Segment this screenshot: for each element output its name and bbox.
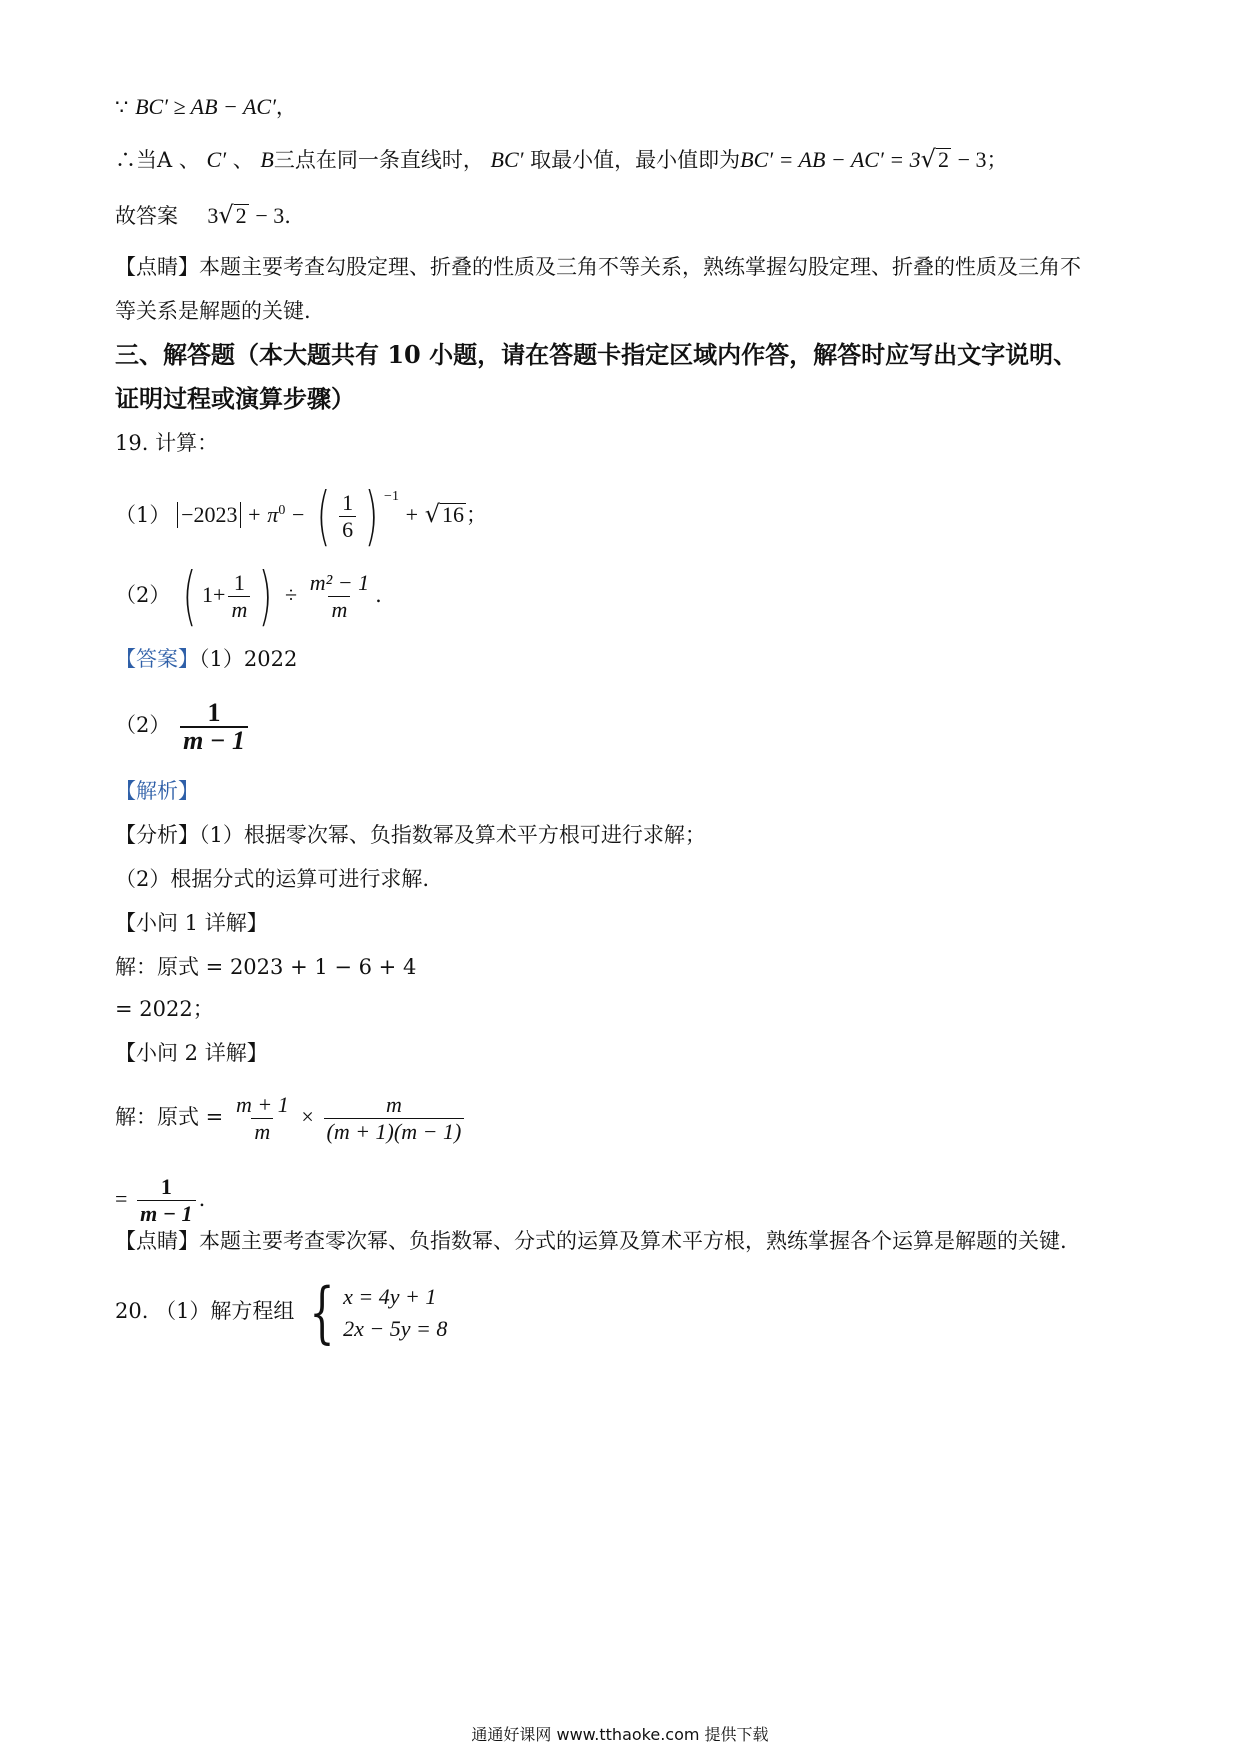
therefore-text: ∴当A 、 bbox=[115, 148, 200, 172]
sub1-title: 【小问 1 详解】 bbox=[115, 911, 268, 935]
sub2-line-1 bbox=[115, 1082, 467, 1152]
fraction-m-over-product bbox=[324, 1092, 465, 1145]
period: . bbox=[198, 1187, 206, 1211]
sub2-prefix: 解：原式 = bbox=[115, 1105, 224, 1129]
fraction-one-over-m bbox=[228, 570, 250, 623]
semicolon: ； bbox=[466, 503, 488, 527]
equation-system bbox=[343, 1281, 447, 1345]
analysis-1: 【分析】（1）根据零次幂、负指数幂及算术平方根可进行求解； bbox=[115, 823, 706, 847]
segment-bc-prime: BC′ bbox=[490, 147, 524, 172]
comment-line-1: 【点睛】本题主要考查勾股定理、折叠的性质及三角不等关系，熟练掌握勾股定理、折叠的性质及三角不 bbox=[115, 255, 1081, 279]
line-therefore bbox=[115, 144, 1008, 175]
frac-den: m bbox=[228, 596, 250, 623]
neg-exponent: −1 bbox=[384, 489, 399, 504]
sub1-line-2: = 2022； bbox=[115, 997, 214, 1021]
min-equation: BC′ = AB − AC′ = 3 bbox=[740, 147, 921, 172]
minus-sign: − bbox=[292, 502, 305, 527]
fraction-m-plus-1-over-m bbox=[233, 1092, 292, 1145]
frac-num: 1 bbox=[160, 1174, 172, 1199]
divide-sign: ÷ bbox=[285, 582, 298, 607]
radical-icon: √ bbox=[920, 145, 936, 173]
sqrt-value: 2 bbox=[937, 147, 949, 172]
pi-exponent: 0 bbox=[278, 503, 286, 518]
frac-den: m − 1 bbox=[180, 726, 248, 754]
min-text: 取最小值，最小值即为 bbox=[530, 148, 741, 172]
line-answer bbox=[115, 200, 291, 231]
plus-sign: + bbox=[248, 502, 261, 527]
frac-num: m² − 1 bbox=[309, 570, 370, 595]
q19-part2 bbox=[115, 559, 382, 634]
q20-title: 20. （1）解方程组 bbox=[115, 1299, 295, 1323]
comma: ， bbox=[275, 95, 297, 119]
answer-line-1 bbox=[115, 644, 297, 674]
frac-num: m bbox=[385, 1092, 402, 1117]
equation-tail: − 3 bbox=[957, 147, 987, 172]
left-brace-icon: { bbox=[309, 1273, 335, 1351]
inequality: BC′ ≥ AB − AC′ bbox=[135, 94, 276, 119]
answer-sqrt: 2 bbox=[235, 203, 247, 228]
answer-tag: 【答案】 bbox=[115, 647, 199, 671]
answer-line-2 bbox=[115, 690, 251, 760]
right-paren-icon: ) bbox=[258, 559, 273, 634]
sqrt-sixteen: 16 bbox=[442, 502, 465, 527]
comment-line-2: 等关系是解题的关键. bbox=[115, 299, 311, 323]
equals-sign: = bbox=[115, 1186, 128, 1211]
sub2-line-2 bbox=[115, 1164, 205, 1234]
since-symbol: ∵ bbox=[115, 95, 129, 119]
point-b: B bbox=[260, 147, 274, 172]
analysis-2: （2）根据分式的运算可进行求解. bbox=[115, 867, 430, 891]
radical-icon: √ bbox=[424, 500, 441, 528]
result-fraction bbox=[137, 1174, 195, 1227]
page-footer: 通通好课网 www.tthaoke.com 提供下载 bbox=[471, 1725, 769, 1744]
q19-part1 bbox=[115, 476, 488, 554]
sub2-title: 【小问 2 详解】 bbox=[115, 1041, 268, 1065]
section-heading-1: 三、解答题（本大题共有 10 小题，请在答题卡指定区域内作答，解答时应写出文字说明、 bbox=[115, 340, 1078, 369]
answer-text: 故答案 bbox=[115, 204, 178, 228]
frac-num: m + 1 bbox=[235, 1092, 289, 1117]
frac-den: m − 1 bbox=[137, 1200, 195, 1227]
q20-line bbox=[115, 1273, 448, 1351]
equation-1: x = 4y + 1 bbox=[343, 1283, 437, 1309]
plus-sign-2: + bbox=[405, 502, 419, 527]
fraction-one-sixth bbox=[339, 490, 356, 543]
frac-den: m bbox=[251, 1118, 273, 1145]
frac-num: 1 bbox=[342, 490, 354, 515]
left-paren-icon: ( bbox=[182, 559, 197, 634]
answer-tail: − 3 bbox=[255, 203, 285, 228]
one-plus: 1+ bbox=[202, 582, 226, 607]
sub1-line-1: 解：原式 = 2023 + 1 − 6 + 4 bbox=[115, 955, 417, 979]
frac-den: 6 bbox=[339, 516, 356, 543]
equation-2: 2x − 5y = 8 bbox=[343, 1315, 448, 1341]
comment-q19: 【点睛】本题主要考查零次幂、负指数幂、分式的运算及算术平方根，熟练掌握各个运算是解题的关键. bbox=[115, 1229, 1067, 1253]
frac-num: 1 bbox=[233, 570, 245, 595]
frac-den: m bbox=[328, 596, 350, 623]
right-paren-icon: ) bbox=[364, 479, 379, 554]
period: . bbox=[284, 204, 291, 228]
line-since bbox=[115, 92, 297, 122]
frac-num: 1 bbox=[207, 697, 221, 727]
answer-2-fraction bbox=[180, 697, 248, 755]
abs-value: −2023 bbox=[177, 502, 241, 528]
semicolon: ； bbox=[986, 148, 1008, 172]
radical-icon: √ bbox=[218, 201, 234, 229]
part1-label: （1） bbox=[115, 503, 171, 527]
q19-title: 19. 计算： bbox=[115, 431, 219, 455]
fraction-m2-minus-1 bbox=[307, 570, 372, 623]
jiexi-tag: 【解析】 bbox=[115, 779, 199, 803]
answer-coef: 3 bbox=[207, 203, 219, 228]
times-sign: × bbox=[301, 1104, 314, 1129]
separator: 、 bbox=[232, 148, 254, 172]
section-heading-2: 证明过程或演算步骤） bbox=[115, 384, 355, 413]
answer-2-label: （2） bbox=[115, 713, 171, 737]
collinear-text: 三点在同一条直线时， bbox=[273, 148, 484, 172]
part2-label: （2） bbox=[115, 583, 171, 607]
point-c-prime: C′ bbox=[206, 147, 227, 172]
pi-symbol: π bbox=[267, 502, 279, 527]
answer-1: （1）2022 bbox=[199, 647, 298, 671]
period: . bbox=[375, 583, 382, 607]
left-paren-icon: ( bbox=[316, 479, 331, 554]
frac-den: (m + 1)(m − 1) bbox=[324, 1118, 465, 1145]
